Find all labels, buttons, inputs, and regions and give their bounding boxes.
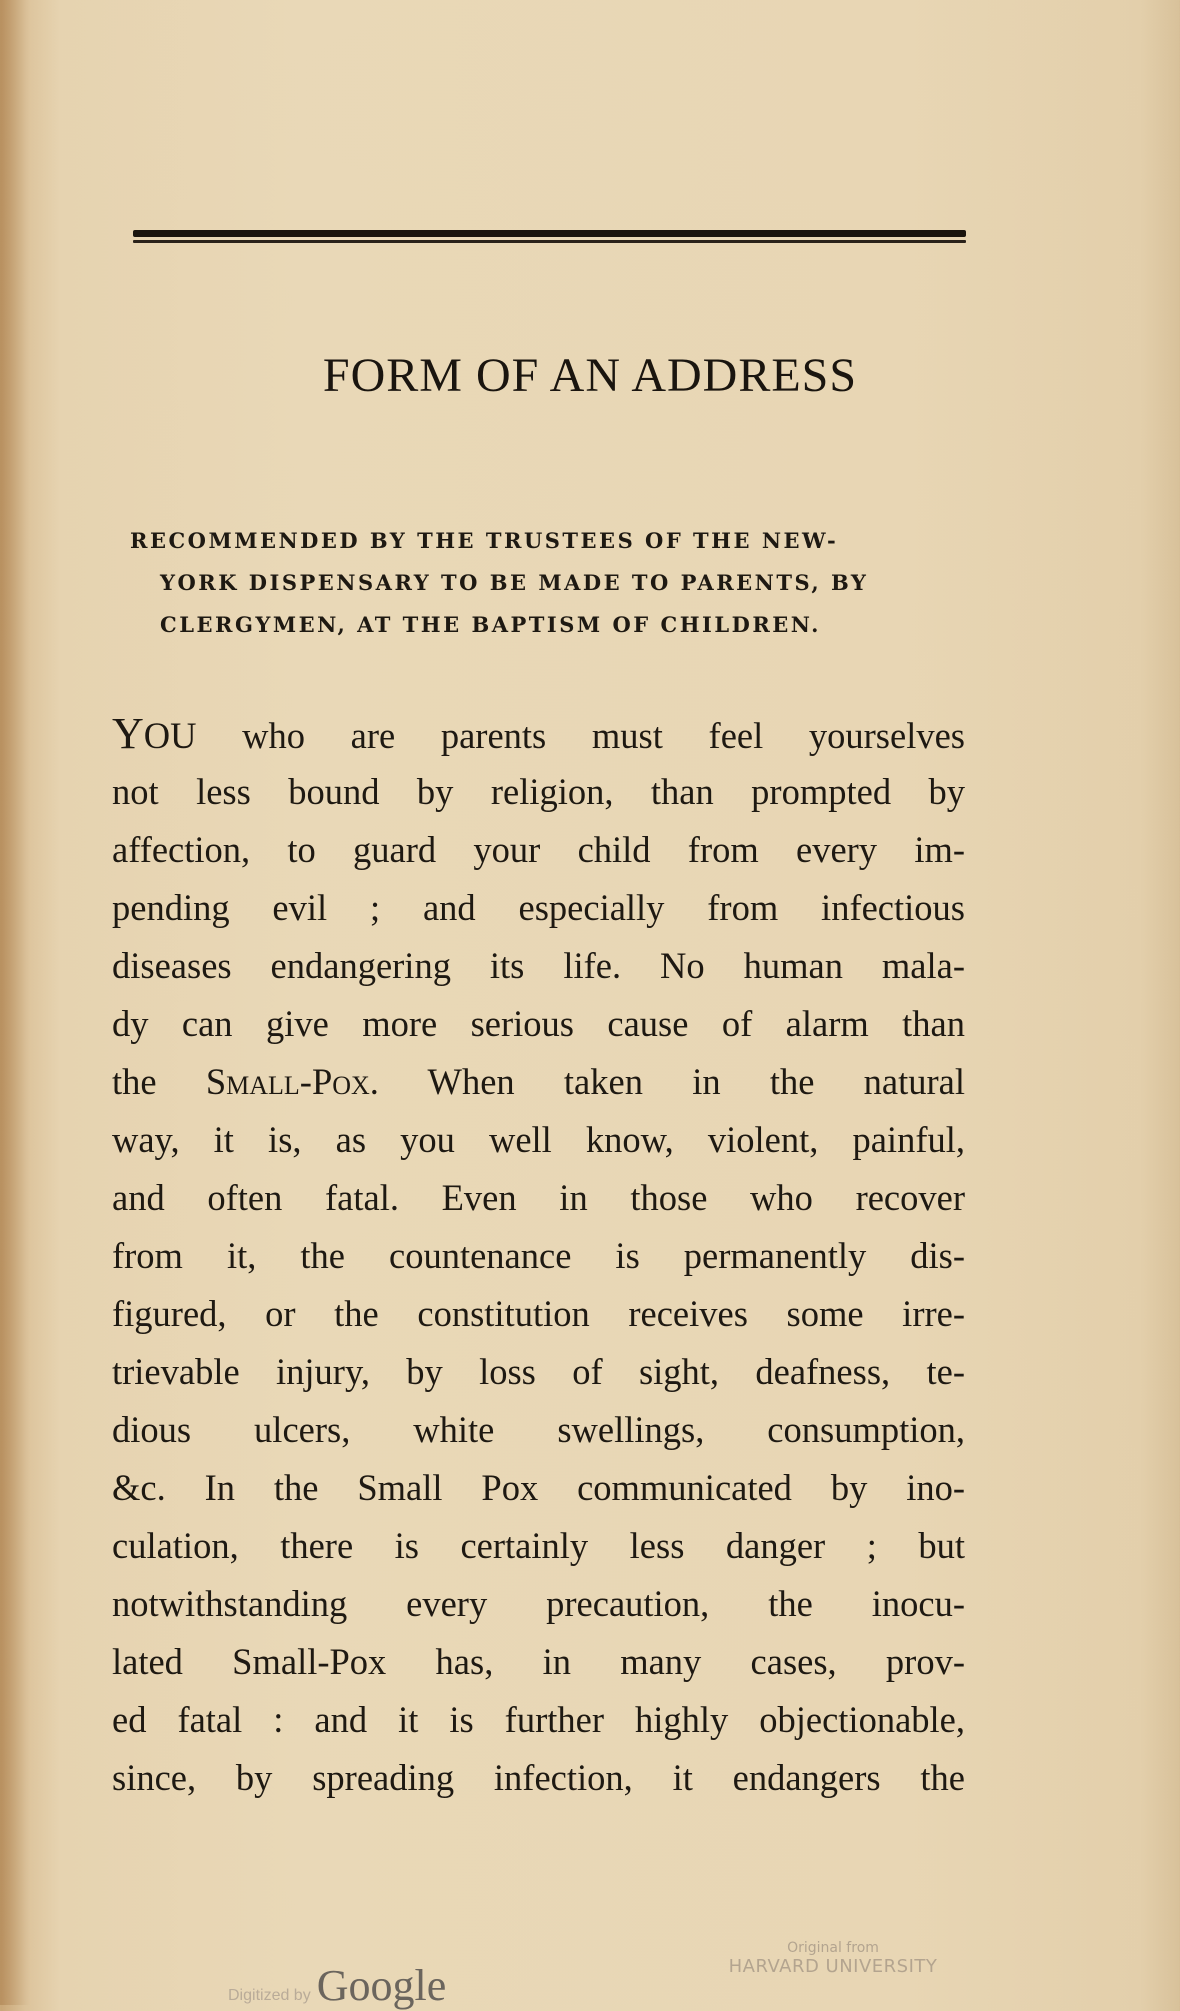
university-label: HARVARD UNIVERSITY [728,1956,938,1977]
small-pox-term: Small-Pox. [205,1061,379,1102]
header-rule-thick [133,230,966,237]
body-line: way, it is, as you well know, violent, painful, [112,1119,965,1160]
body-line: not less bound by religion, than prompted by [112,771,965,812]
body-line: from it, the countenance is permanently dis- [112,1235,965,1276]
body-line: figured, or the constitution receives some irre- [112,1293,965,1334]
body-line: dy can give more serious cause of alarm than [112,1003,965,1044]
original-from-watermark [718,1940,948,1977]
google-logo: Google [316,1961,447,2010]
page-edge-shadow [0,0,30,2005]
drop-cap: Y [112,709,144,758]
body-line: diseases endangering its life. No human mala- [112,945,965,986]
body-line: notwithstanding every precaution, the inocu- [112,1583,965,1624]
subtitle-line: CLERGYMEN, AT THE BAPTISM OF CHILDREN. [160,612,821,637]
body-line: dious ulcers, white swellings, consumption, [112,1409,965,1450]
header-rule-thin [133,240,966,243]
body-line: the Small-Pox. When taken in the natural [112,1061,966,1102]
body-line: culation, there is certainly less danger ; but [112,1525,965,1566]
original-from-label: Original from [787,1940,879,1956]
body-line: affection, to guard your child from every im- [112,829,965,870]
page-title: FORM OF AN ADDRESS [322,349,858,402]
body-line: pending evil ; and especially from infectious [112,887,965,928]
subtitle [130,520,970,646]
body-line: and often fatal. Even in those who recover [112,1177,965,1218]
body-line: trievable injury, by loss of sight, deafness, te- [112,1351,965,1392]
subtitle-line: RECOMMENDED BY THE TRUSTEES OF THE NEW- [130,528,839,553]
body-line: YOU who are parents must feel yourselves [112,709,965,758]
body-text [112,705,965,1807]
body-line: &c. In the Small Pox communicated by ino- [112,1467,965,1508]
body-line: ed fatal : and it is further highly objectionable, [112,1699,965,1740]
body-line: since, by spreading infection, it endangers the [112,1757,965,1798]
subtitle-line: YORK DISPENSARY TO BE MADE TO PARENTS, BY [160,570,869,595]
digitized-by-google-watermark [228,1960,446,2011]
body-line: lated Small-Pox has, in many cases, prov- [112,1641,965,1682]
digitized-by-label: Digitized by [228,1987,311,2004]
